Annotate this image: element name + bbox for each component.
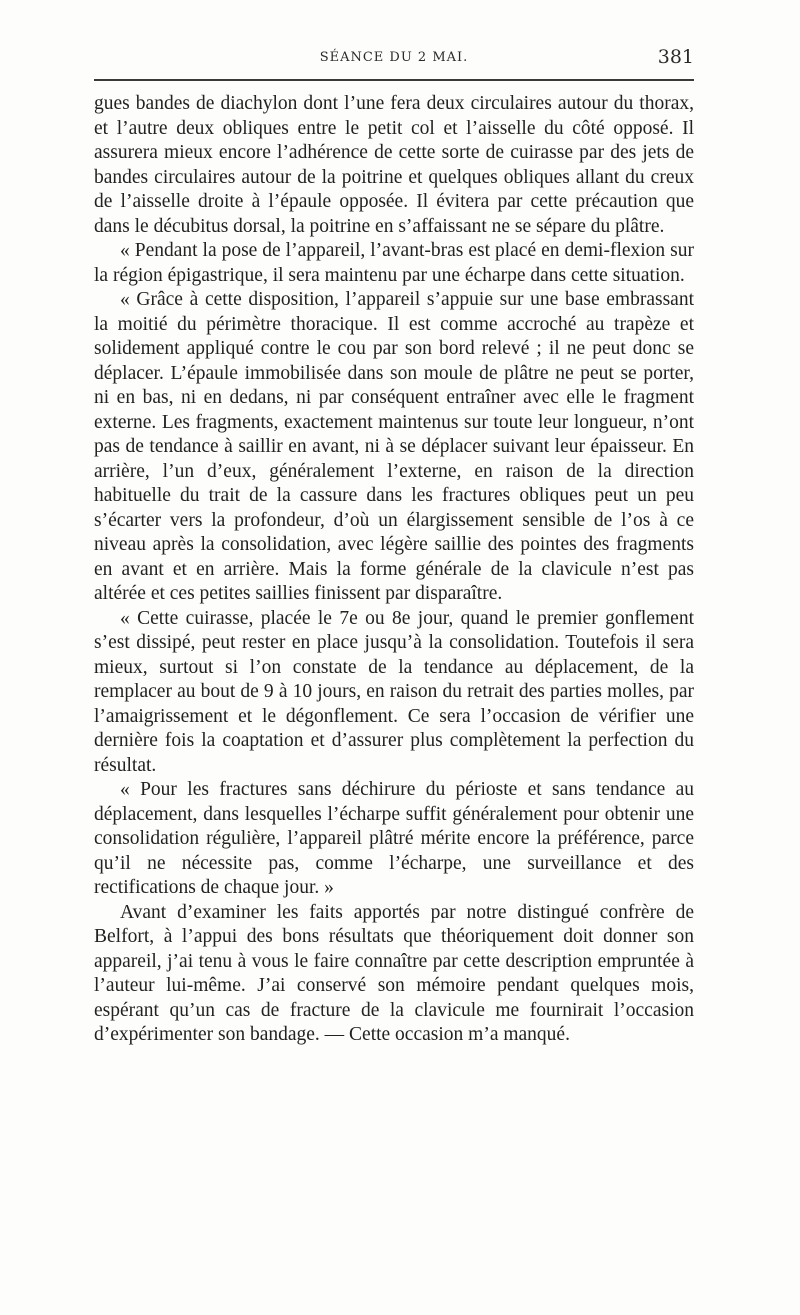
body-text (94, 92, 694, 1048)
header-title: SÉANCE DU 2 MAI. (319, 50, 469, 65)
page-number: 381 (657, 46, 694, 68)
paragraph-continuation: gues bandes de diachylon dont l’une fera deux circulaires autour du thorax, et l’autre deux obliques entre le petit col et l’aisselle du côté opposé. Il assurera mieux encore l’adhérence de cette sorte de cuirasse par des jets de bandes circulaires autour de la poitrine et quelques obliques allant du creux de l’aisselle droite à l’épaule opposée. Il évitera par cette précaution que dans le décubitus dorsal, la poitrine en s’affaissant ne se sépare du plâtre. (94, 93, 694, 237)
paragraph-cuirasse: « Cette cuirasse, placée le 7e ou 8e jour, quand le premier gonflement s’est dissipé, peut rester en place jusqu’à la consolidation. Toutefois il sera mieux, surtout si l’on constate de la tendance au déplacement, de la remplacer au bout de 9 à 10 jours, en raison du retrait des parties molles, par l’amaigrissement et le dégonflement. Ce sera l’occasion de vérifier une dernière fois la coaptation et d’assurer plus complètement la perfection du résultat. (94, 607, 694, 776)
paragraph-disposition: « Grâce à cette disposition, l’appareil s’appuie sur une base embrassant la moitié du périmètre thoracique. Il est comme accroché au trapèze et solidement appliqué contre le cou par son bord relevé ; il ne peut donc se déplacer. L’épaule immobilisée dans son moule de plâtre ne peut se porter, ni en bas, ni en dedans, ni par conséquent entraîner avec elle le fragment externe. Les fragments, exactement maintenus sur toute leur longueur, n’ont pas de tendance à saillir en avant, ni à se déplacer suivant leur épaisseur. En arrière, l’un d’eux, généralement l’externe, en raison de la direction habituelle du trait de la cassure dans les fractures obliques peut un peu s’écarter vers la profondeur, d’où un élargissement sensible de l’os à ce niveau après la consolidation, avec légère saillie des pointes des fragments en avant et en arrière. Mais la forme générale de la clavicule n’est pas altérée et ces petites saillies finissent par disparaître. (94, 289, 694, 604)
running-header (94, 46, 694, 72)
paragraph-pose: « Pendant la pose de l’appareil, l’avant-bras est placé en demi-flexion sur la région épigastrique, il sera maintenu par une écharpe dans cette situation. (94, 240, 694, 286)
paragraph-fractures: « Pour les fractures sans déchirure du périoste et sans tendance au déplacement, dans lesquelles l’écharpe suffit généralement pour obtenir une consolidation régulière, l’appareil plâtré mérite encore la préférence, parce qu’il ne nécessite pas, comme l’écharpe, une surveillance et des rectifications de chaque jour. » (94, 779, 694, 898)
header-rule (94, 79, 694, 81)
paragraph-conclusion: Avant d’examiner les faits apportés par notre distingué confrère de Belfort, à l’appui des bons résultats que théoriquement doit donner son appareil, j’ai tenu à vous le faire connaître par cette description empruntée à l’auteur lui-même. J’ai conservé son mémoire pendant quelques mois, espérant qu’un cas de fracture de la clavicule me fournirait l’occasion d’expérimenter son bandage. — Cette occasion m’a manqué. (94, 901, 694, 1045)
